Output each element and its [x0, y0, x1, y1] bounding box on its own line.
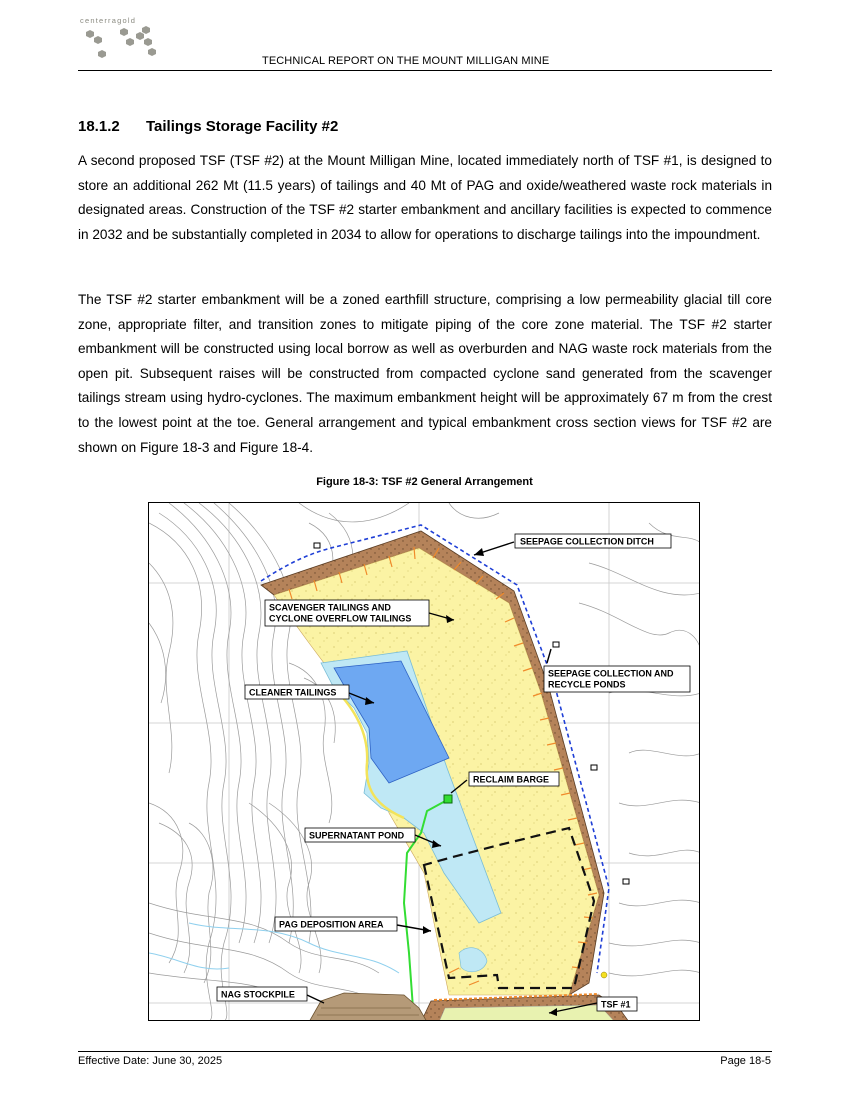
label-cleaner-tailings: CLEANER TAILINGS [249, 687, 337, 698]
body-paragraph-1: A second proposed TSF (TSF #2) at the Mount Milligan Mine, located immediately north of TSF #1, is designed to store an additional 262 Mt (11.5 years) of tailings and 40 Mt of PAG and oxide/weathered waste rock materials in designated areas. Construction of the TSF #2 starter embankment and ancillary facilities is expected to commence in 2032 and be substantially completed in 2034 to allow for operations to discharge tailings into the impoundment. [78, 153, 772, 242]
logo-wordmark: centerragold [80, 16, 137, 25]
label-pag-deposition: PAG DEPOSITION AREA [279, 919, 384, 930]
section-heading [78, 118, 338, 135]
logo-hexagon-icon [80, 26, 170, 62]
label-supernatant-pond: SUPERNATANT POND [309, 830, 405, 841]
section-title: Tailings Storage Facility #2 [146, 118, 339, 135]
tsf1-tailings [439, 1005, 615, 1021]
label-scavenger-line1: SCAVENGER TAILINGS AND [269, 602, 391, 613]
header-divider [78, 70, 772, 71]
footer-effective-date: Effective Date: June 30, 2025 [78, 1055, 223, 1067]
company-logo [80, 16, 170, 62]
body-paragraph-2: The TSF #2 starter embankment will be a zoned earthfill structure, comprising a low permeability glacial till core zone, appropriate filter, and transition zones to mitigate piping of the core zone material. The TSF #2 starter embankment will be constructed using local borrow as well as overburden and NAG waste rock materials from the open pit. Subsequent raises will be constructed from compacted cyclone sand generated from the scavenger tailings stream using hydro-cyclones. The maximum embankment height will be approximately 67 m from the crest to the lowest point at the toe. General arrangement and typical embankment cross section views for TSF #2 are shown on Figure 18-3 and Figure 18-4. [78, 292, 772, 455]
nag-stockpile [309, 993, 427, 1021]
label-nag-stockpile: NAG STOCKPILE [221, 989, 295, 1000]
label-reclaim-barge: RECLAIM BARGE [473, 774, 549, 785]
map-drawing [149, 503, 700, 1021]
footer-divider [78, 1051, 772, 1052]
footer-page-number: Page 18-5 [720, 1055, 771, 1067]
marker-icon [601, 972, 607, 978]
label-seepage-ponds-line1: SEEPAGE COLLECTION AND [548, 668, 674, 679]
tsf2-general-arrangement-map [148, 502, 700, 1021]
label-scavenger-line2: CYCLONE OVERFLOW TAILINGS [269, 613, 412, 624]
report-header-title: TECHNICAL REPORT ON THE MOUNT MILLIGAN MINE [262, 55, 550, 67]
figure-caption: Figure 18-3: TSF #2 General Arrangement [316, 476, 533, 488]
label-tsf1: TSF #1 [601, 999, 631, 1010]
label-seepage-ditch: SEEPAGE COLLECTION DITCH [520, 536, 654, 547]
label-seepage-ponds-line2: RECYCLE PONDS [548, 679, 626, 690]
section-number: 18.1.2 [78, 118, 120, 135]
reclaim-barge-icon [444, 795, 452, 803]
